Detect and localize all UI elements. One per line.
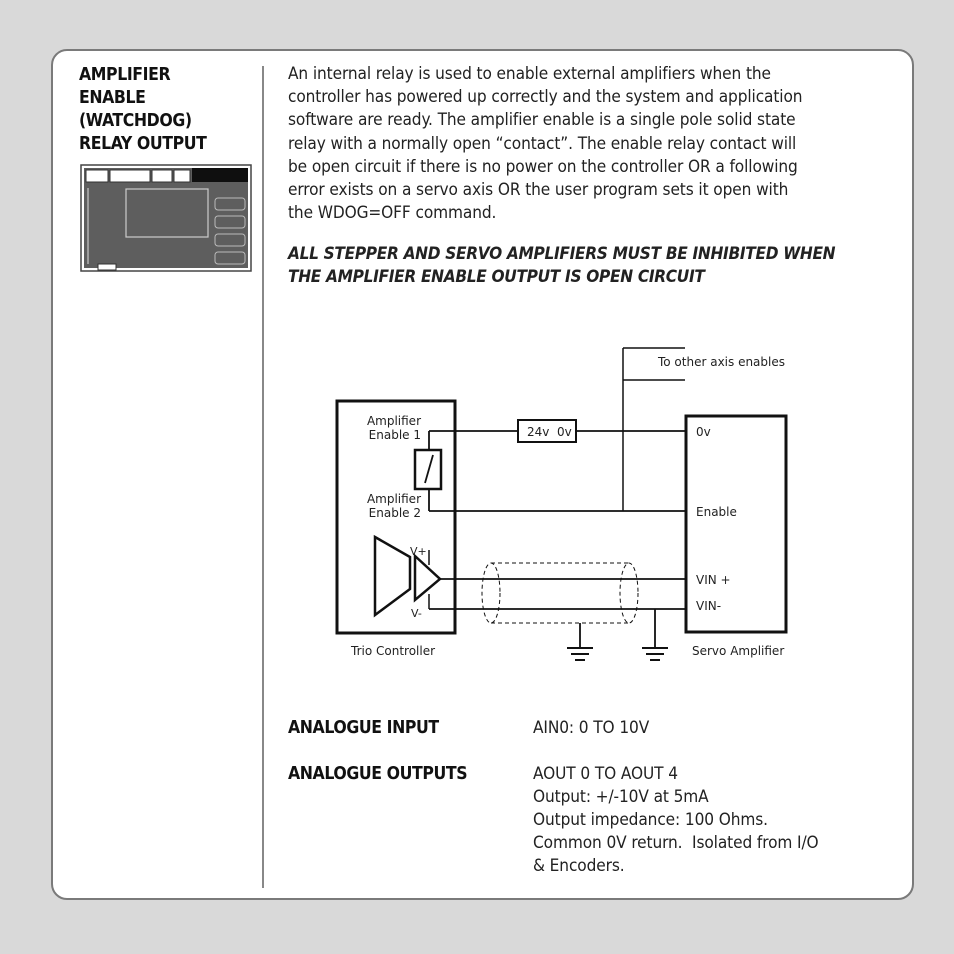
analogue-input-value: [533, 717, 649, 740]
amp-0v-label: 0v: [696, 425, 711, 439]
enable2-label-line1: Amplifier: [366, 492, 421, 506]
controller-thumbnail-image: [80, 164, 252, 272]
section-title-line: (WATCHDOG): [79, 111, 192, 131]
analogue-outputs-line: & Encoders.: [533, 856, 625, 876]
controller-label: Trio Controller: [351, 644, 436, 658]
description-line: An internal relay is used to enable external amplifiers when the: [288, 64, 771, 84]
analogue-outputs-line: Output impedance: 100 Ohms.: [533, 810, 768, 830]
amp-enable-label: Enable: [696, 505, 737, 519]
analogue-input-value-line: AIN0: 0 TO 10V: [533, 718, 650, 738]
analogue-input-label: ANALOGUE INPUT: [288, 718, 439, 738]
description-line: the WDOG=OFF command.: [288, 203, 497, 224]
description-line: be open circuit if there is no power on the controller OR a following: [288, 156, 798, 177]
warning-line: ALL STEPPER AND SERVO AMPLIFIERS MUST BE INHIBITED WHEN: [288, 244, 836, 264]
description-line: error exists on a servo axis OR the user program sets it open with: [288, 180, 789, 201]
analogue-outputs-value: [533, 763, 819, 878]
description-paragraph: [288, 63, 898, 225]
enable1-label-line1: Amplifier: [366, 414, 421, 428]
warning-line: THE AMPLIFIER ENABLE OUTPUT IS OPEN CIRCUIT: [288, 267, 705, 287]
analogue-outputs-line: Common 0V return. Isolated from I/O: [533, 833, 819, 853]
enable2-label-line2: Enable 2: [368, 506, 421, 520]
description-line: software are ready. The amplifier enable is a single pole solid state: [288, 110, 796, 131]
vminus-label: V-: [411, 607, 422, 620]
description-line: relay with a normally open “contact”. The enable relay contact will: [288, 133, 797, 154]
vplus-label: V+: [410, 545, 427, 558]
analogue-outputs-line: AOUT 0 TO AOUT 4: [533, 764, 678, 784]
section-title-line: RELAY OUTPUT: [79, 134, 207, 154]
enable1-label-line2: Enable 1: [368, 428, 421, 442]
content-card: [51, 49, 914, 900]
section-title: [79, 64, 239, 156]
description-line: controller has powered up correctly and the system and application: [288, 87, 803, 108]
warning-text: [288, 243, 898, 289]
amp-vin-minus-label: VIN-: [696, 599, 722, 613]
section-title-line: ENABLE: [79, 88, 146, 108]
amp-vin-plus-label: VIN +: [696, 573, 731, 587]
other-axis-label: To other axis enables: [657, 355, 785, 369]
column-divider: [262, 66, 264, 888]
supply-label: 24v 0v: [527, 425, 572, 439]
analogue-outputs-line: Output: +/-10V at 5mA: [533, 787, 709, 807]
section-title-line: AMPLIFIER: [79, 65, 171, 85]
amplifier-label: Servo Amplifier: [692, 644, 785, 658]
analogue-outputs-label: ANALOGUE OUTPUTS: [288, 764, 468, 784]
